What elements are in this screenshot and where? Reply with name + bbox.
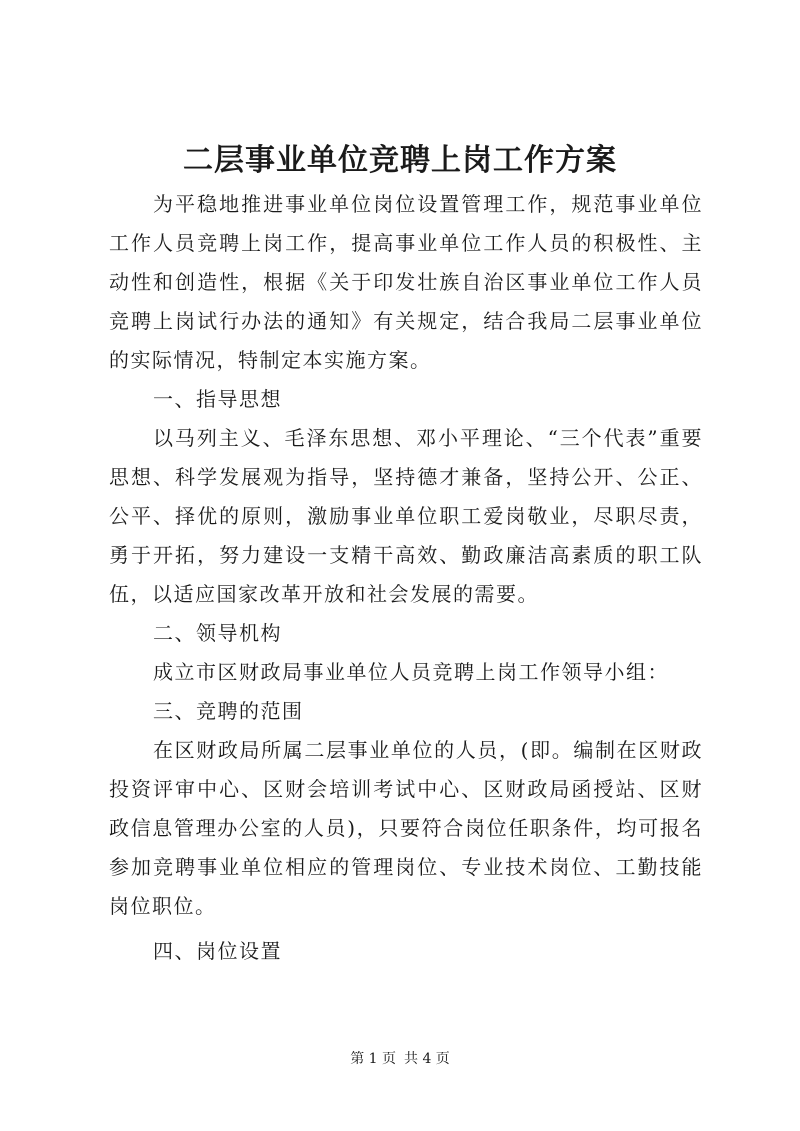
page-footer	[0, 1049, 800, 1069]
section-heading-guiding-thought: 一、指导思想	[153, 387, 282, 411]
section-heading-scope: 三、竞聘的范围	[153, 699, 304, 723]
document-body	[109, 185, 703, 971]
section-heading-positions: 四、岗位设置	[153, 939, 282, 963]
page-number: 第 1 页	[350, 1051, 396, 1067]
leadership-paragraph: 成立市区财政局事业单位人员竞聘上岗工作领导小组：	[153, 660, 669, 684]
page-total: 共 4 页	[404, 1051, 450, 1067]
guiding-thought-paragraph: 以马列主义、毛泽东思想、邓小平理论、“三个代表”重要思想、科学发展观为指导，坚持德才兼备，坚持公开、公正、公平、择优的原则，激励事业单位职工爱岗敬业，尽职尽责，勇于开拓，努力建设一支精干高效、勤政廉洁高素质的职工队伍，以适应国家改革开放和社会发展的需要。	[109, 426, 703, 606]
scope-paragraph: 在区财政局所属二层事业单位的人员，(即。编制在区财政投资评审中心、区财会培训考试中心、区财政局函授站、区财政信息管理办公室的人员)，只要符合岗位任职条件，均可报名参加竞聘事业单位相应的管理岗位、专业技术岗位、工勤技能岗位职位。	[109, 738, 703, 918]
intro-paragraph: 为平稳地推进事业单位岗位设置管理工作，规范事业单位工作人员竞聘上岗工作，提高事业单位工作人员的积极性、主动性和创造性，根据《关于印发壮族自治区事业单位工作人员竞聘上岗试行办法的通知》有关规定，结合我局二层事业单位的实际情况，特制定本实施方案。	[109, 192, 703, 372]
section-heading-leadership: 二、领导机构	[153, 621, 282, 645]
document-title: 二层事业单位竞聘上岗工作方案	[183, 143, 617, 178]
